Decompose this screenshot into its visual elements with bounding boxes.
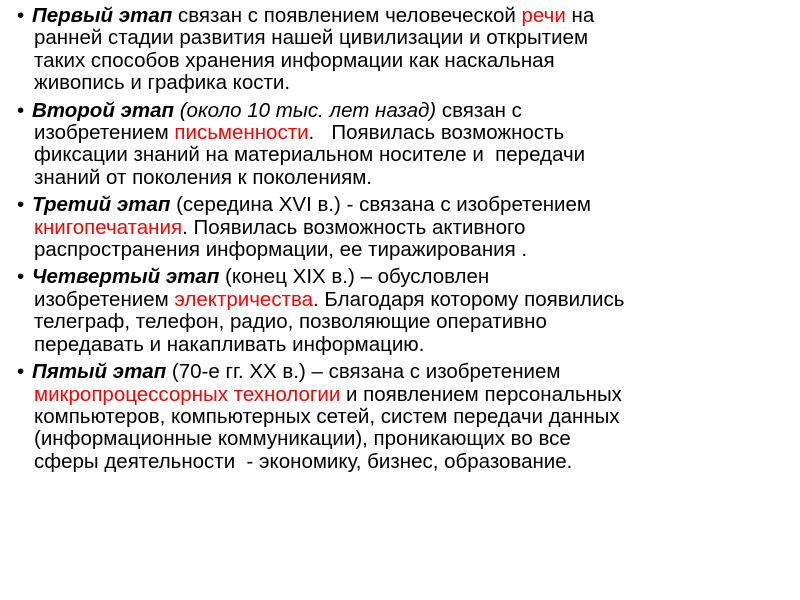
text-line (32, 361, 790, 383)
key-term: книгопечатания (34, 215, 183, 239)
text-line (32, 167, 790, 189)
text-line (32, 334, 790, 356)
text-line (32, 217, 790, 239)
stage-item (17, 360, 790, 473)
text-line (32, 266, 790, 288)
text-segment: передавать и накапливать информацию. (34, 332, 425, 356)
text-line (32, 289, 790, 311)
text-segment: таких способов хранения информации как наскальная (34, 48, 555, 72)
bullet-icon: • (17, 360, 25, 384)
text-segment: связан с (436, 98, 522, 122)
bullet-icon: • (17, 193, 25, 217)
text-segment: сферы деятельности - экономику, бизнес, образование. (34, 449, 573, 473)
stage-item (17, 193, 790, 262)
text-segment: знаний от поколения к поколениям. (34, 165, 372, 189)
bullet-icon: • (17, 4, 25, 27)
stage-period: (около 10 тыс. лет назад) (174, 98, 437, 122)
stage-list (17, 4, 790, 478)
stage-title: Четвертый этап (32, 265, 220, 289)
text-line (32, 5, 790, 27)
stage-title: Первый этап (32, 4, 173, 27)
text-segment: изобретением (34, 287, 175, 311)
text-segment: (70-е гг. XX в.) – связана с изобретением (166, 360, 561, 384)
text-segment: . Благодаря которому появились (313, 287, 625, 311)
key-term: речи (521, 4, 566, 27)
text-line (32, 194, 790, 216)
key-term: электричества (174, 287, 314, 311)
stage-item (17, 4, 790, 95)
text-line (32, 384, 790, 406)
text-line (32, 406, 790, 428)
text-segment: связан с появлением человеческой (172, 4, 522, 27)
text-line (32, 311, 790, 333)
text-segment: телеграф, телефон, радио, позволяющие оперативно (34, 310, 547, 334)
text-segment: (информационные коммуникации), проникающих во все (34, 427, 571, 451)
stage-item (17, 265, 790, 356)
text-segment: (конец XIX в.) – обусловлен (219, 265, 490, 289)
text-line (32, 428, 790, 450)
stage-title: Третий этап (32, 193, 171, 217)
text-segment: и появлением персональных (340, 382, 622, 406)
text-line (32, 50, 790, 72)
text-segment: . Появилась возможность активного (182, 215, 526, 239)
bullet-icon: • (17, 98, 25, 122)
text-line (32, 27, 790, 49)
text-segment: на (565, 4, 595, 27)
text-line (32, 144, 790, 166)
text-line (32, 122, 790, 144)
stage-title: Второй этап (32, 98, 175, 122)
text-segment: . Появилась возможность (308, 121, 565, 145)
text-line (32, 239, 790, 261)
stage-title: Пятый этап (32, 360, 167, 384)
text-line (32, 451, 790, 473)
stage-item (17, 98, 790, 190)
text-segment: распространения информации, ее тиражирования . (34, 238, 528, 262)
text-line (32, 100, 790, 122)
text-segment: компьютеров, компьютерных сетей, систем передачи данных (34, 404, 620, 428)
key-term: письменности (174, 121, 309, 145)
key-term: микропроцессорных технологии (34, 382, 341, 406)
text-segment: ранней стадии развития нашей цивилизации и открытием (34, 26, 589, 50)
text-segment: фиксации знаний на материальном носителе и передачи (34, 143, 586, 167)
bullet-icon: • (17, 265, 25, 289)
text-line (32, 72, 790, 94)
text-segment: изобретением (34, 121, 175, 145)
text-segment: живопись и графика кости. (34, 71, 291, 95)
text-segment: (середина XVI в.) - связана с изобретением (170, 193, 591, 217)
